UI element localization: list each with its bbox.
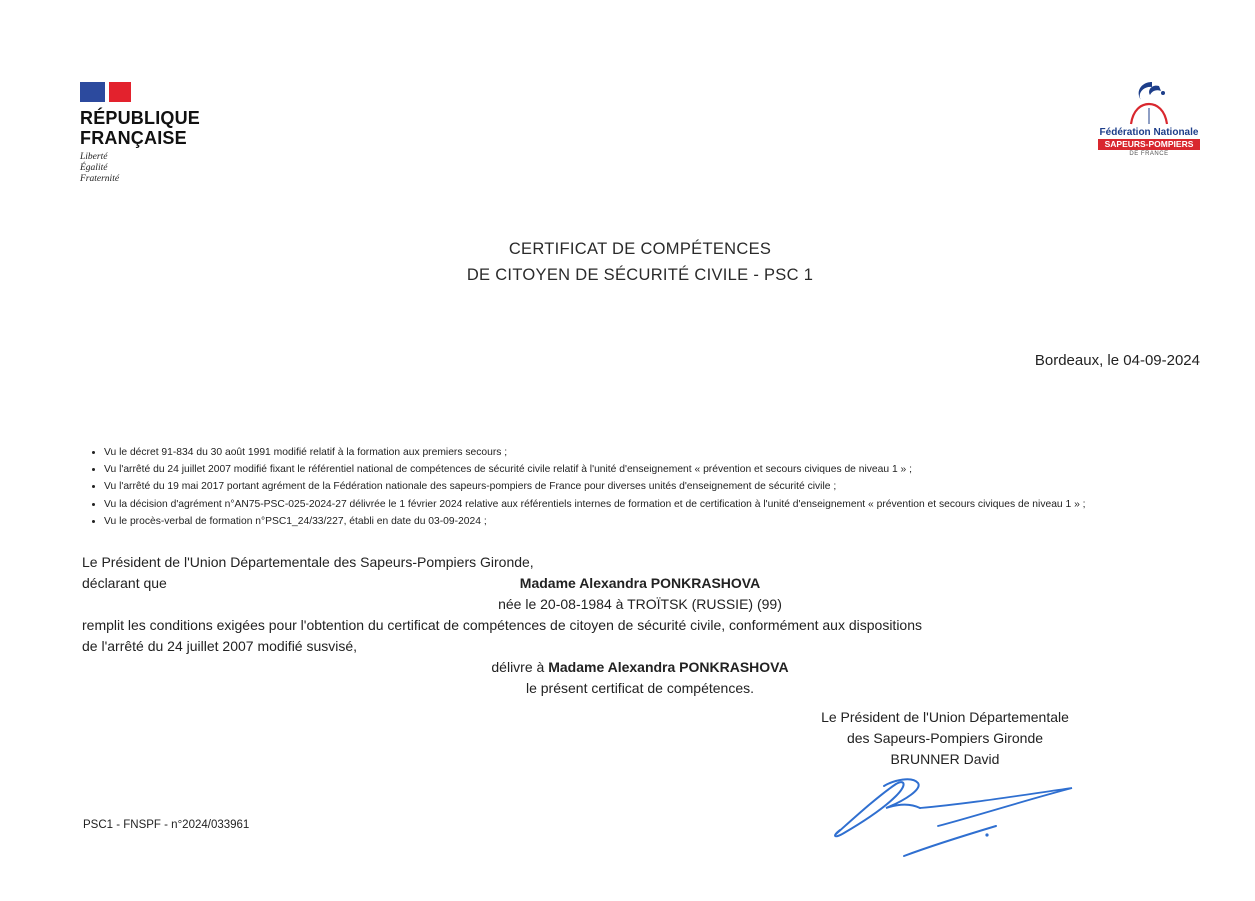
- signatory-line1: Le Président de l'Union Départementale: [821, 709, 1069, 725]
- motto-liberte: Liberté: [80, 152, 108, 162]
- fnspf-name: Fédération Nationale: [1099, 127, 1199, 138]
- republique-francaise-title: [80, 108, 200, 148]
- signatory-name: BRUNNER David: [890, 751, 1000, 767]
- rf-line1: RÉPUBLIQUE: [80, 108, 201, 128]
- motto-egalite: Égalité: [80, 163, 108, 173]
- legal-reference-item: • Vu l'arrêté du 24 juillet 2007 modifié fixant le référentiel national de compétences de sécurité civile relatif à l'unité d'enseignement « prévention et secours civiques de niveau 1 » ;: [104, 461, 1194, 478]
- fnspf-logo: [1090, 80, 1208, 158]
- place-date: Bordeaux, le 04-09-2024: [1034, 352, 1200, 369]
- french-flag-icon: [80, 82, 131, 102]
- president-line: Le Président de l'Union Départementale des Sapeurs-Pompiers Gironde,: [82, 554, 534, 570]
- legal-reference-item: • Vu le décret 91-834 du 30 août 1991 modifié relatif à la formation aux premiers secours ;: [104, 444, 1194, 461]
- delivery-line: [0, 659, 1255, 675]
- motto-fraternite: Fraternité: [80, 174, 120, 184]
- recipient-name-text: Madame Alexandra PONKRASHOVA: [519, 575, 761, 591]
- republic-motto: [80, 152, 200, 185]
- fnspf-emblem-icon: [1119, 80, 1179, 126]
- recipient-name: [0, 575, 1255, 591]
- legal-reference-item: • Vu le procès-verbal de formation n°PSC1_24/33/227, établi en date du 03-09-2024 ;: [104, 513, 1194, 530]
- certificate-reference: PSC1 - FNSPF - n°2024/033961: [83, 819, 250, 831]
- rf-line2: FRANÇAISE: [80, 128, 187, 148]
- fnspf-sub: DE FRANCE: [1129, 151, 1169, 157]
- signatory-block: [790, 707, 1100, 770]
- legal-references-list: [88, 444, 1194, 530]
- title-line1: CERTIFICAT DE COMPÉTENCES: [508, 240, 772, 258]
- legal-reference-item: • Vu la décision d'agrément n°AN75-PSC-025-2024-27 délivrée le 1 février 2024 relative aux référentiels internes de formation et de certification à l'unité d'enseignement « prévention et secours civiques de niveau 1 » ;: [104, 496, 1194, 513]
- conditions-line-2: de l'arrêté du 24 juillet 2007 modifié susvisé,: [82, 638, 358, 654]
- title-line2: DE CITOYEN DE SÉCURITÉ CIVILE - PSC 1: [466, 266, 814, 284]
- handwritten-signature: [826, 778, 1086, 864]
- fnspf-band: SAPEURS-POMPIERS: [1098, 139, 1200, 150]
- certificate-title: [0, 236, 1255, 288]
- republique-francaise-logo: [80, 82, 200, 185]
- declarant-label: déclarant que: [82, 575, 167, 591]
- present-certificate-line: le présent certificat de compétences.: [525, 680, 754, 696]
- legal-reference-item: • Vu l'arrêté du 19 mai 2017 portant agrément de la Fédération nationale des sapeurs-pompiers de France pour diverses unités d'enseignement de sécurité civile ;: [104, 478, 1194, 495]
- signatory-line2: des Sapeurs-Pompiers Gironde: [846, 730, 1044, 746]
- delivery-prefix: délivre à: [491, 659, 545, 675]
- delivery-name: Madame Alexandra PONKRASHOVA: [548, 659, 789, 675]
- birth-info: née le 20-08-1984 à TROÏTSK (RUSSIE) (99): [498, 596, 782, 612]
- conditions-line-1: remplit les conditions exigées pour l'obtention du certificat de compétences de citoyen de sécurité civile, conformément aux dispositions: [82, 617, 923, 633]
